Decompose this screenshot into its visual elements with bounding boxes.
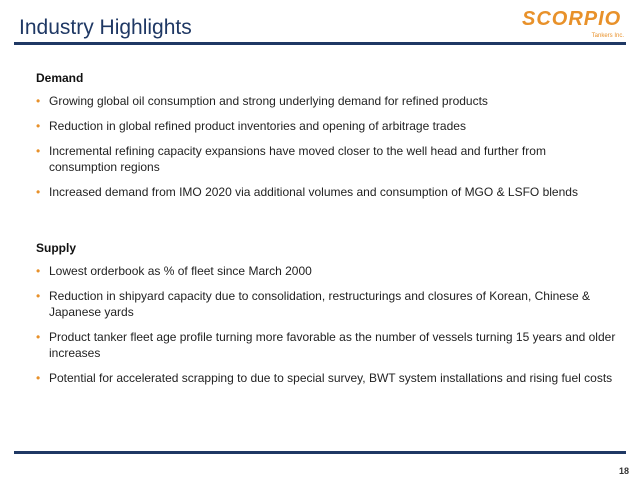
demand-heading: Demand — [36, 71, 84, 85]
list-item — [36, 118, 616, 134]
company-logo — [520, 6, 628, 44]
bullet-icon: • — [36, 264, 41, 278]
bullet-icon: • — [36, 289, 41, 303]
page-title: Industry Highlights — [19, 16, 192, 39]
list-item — [36, 93, 616, 109]
bullet-icon: • — [36, 119, 41, 133]
supply-section — [36, 241, 616, 395]
list-item — [36, 263, 616, 279]
logo-subtext: Tankers Inc. — [591, 33, 624, 39]
bullet-icon: • — [36, 185, 41, 199]
list-item-text: Growing global oil consumption and strong underlying demand for refined products — [49, 94, 488, 108]
bullet-icon: • — [36, 330, 41, 344]
list-item-text: Reduction in global refined product inventories and opening of arbitrage trades — [49, 119, 466, 133]
list-item-text: Product tanker fleet age profile turning more favorable as the number of vessels turning 15 years and older increases — [49, 330, 616, 360]
list-item — [36, 184, 616, 200]
supply-list — [36, 263, 616, 386]
bullet-icon: • — [36, 94, 41, 108]
page-number: 18 — [618, 466, 629, 476]
list-item — [36, 288, 616, 320]
header-divider — [14, 42, 626, 45]
list-item-text: Increased demand from IMO 2020 via additional volumes and consumption of MGO & LSFO blends — [49, 185, 578, 199]
list-item-text: Lowest orderbook as % of fleet since March 2000 — [49, 264, 312, 278]
footer-divider — [14, 451, 626, 454]
logo-wordmark: SCORPIO — [522, 8, 622, 30]
supply-heading: Supply — [36, 241, 77, 255]
list-item — [36, 143, 616, 175]
list-item-text: Potential for accelerated scrapping to due to special survey, BWT system installations and rising fuel costs — [49, 371, 613, 385]
list-item — [36, 329, 616, 361]
demand-section — [36, 71, 616, 209]
bullet-icon: • — [36, 144, 41, 158]
list-item — [36, 370, 616, 386]
demand-list — [36, 93, 616, 200]
list-item-text: Incremental refining capacity expansions have moved closer to the well head and further from consumption regions — [49, 144, 546, 174]
list-item-text: Reduction in shipyard capacity due to consolidation, restructurings and closures of Korean, Chinese & Japanese yards — [49, 289, 590, 319]
bullet-icon: • — [36, 371, 41, 385]
